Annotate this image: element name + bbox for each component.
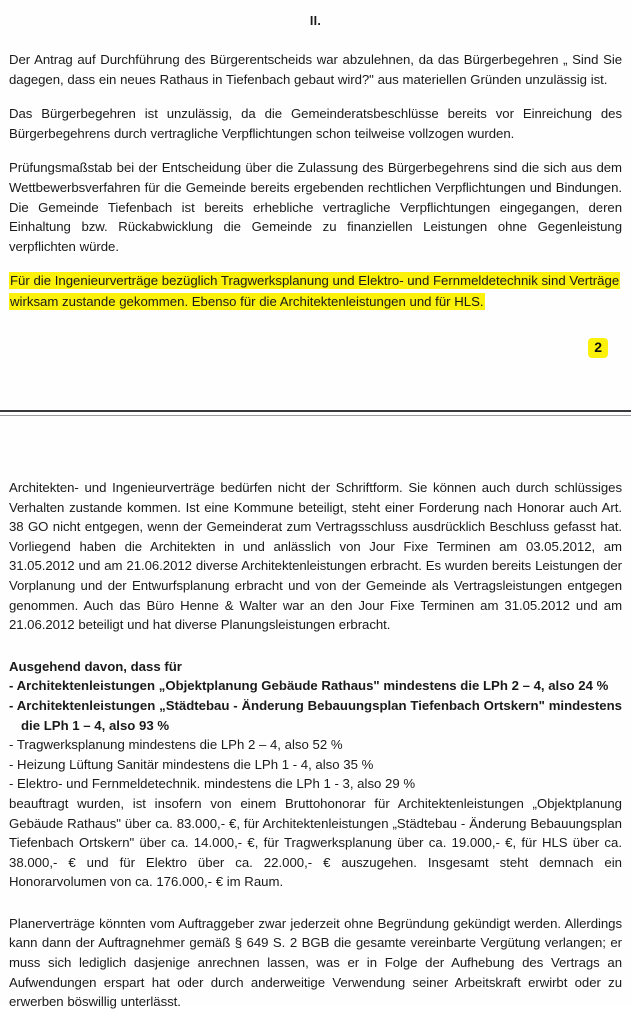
list-item: - Architektenleistungen „Objektplanung Gebäude Rathaus" mindestens die LPh 2 – 4, also 24 % <box>9 678 609 694</box>
list-item: - Elektro- und Fernmeldetechnik. mindestens die LPh 1 - 3, also 29 % <box>9 776 416 792</box>
paragraph-buergerbegehren-unzulaessig: Das Bürgerbegehren ist unzulässig, da die Gemeinderatsbeschlüsse bereits vor Einreichung des Bürgerbegehrens durch vertragliche Verpflichtungen schon teilweise vollzogen wurden. <box>9 106 622 141</box>
spacer <box>9 635 622 657</box>
highlighted-paragraph-container <box>9 270 622 312</box>
page-number-badge: 2 <box>588 338 608 358</box>
list-item: - Tragwerksplanung mindestens die LPh 2 – 4, also 52 % <box>9 737 343 753</box>
paragraph-planervertraege-kuendigung: Planerverträge könnten vom Auftraggeber zwar jederzeit ohne Begründung gekündigt werden. Allerdings kann dann der Auftragnehmer gemäß § 649 S. 2 BGB die gesamte vereinbarte Vergütung verlangen; er muss sich lediglich dasjenige anrechnen lassen, was er in Folge der Aufhebung des Vertrags an Aufwendungen erspart hat oder durch anderweitige Verwendung seiner Arbeitskraft erwirbt oder zu erwerben böswillig unterlässt. <box>9 915 622 1010</box>
document-page-two <box>0 416 631 1010</box>
paragraph-bruttohonorar-continuation: beauftragt wurden, ist insofern von einem Bruttohonorar für Architektenleistungen „Objektplanung Gebäude Rathaus" über ca. 83.000,- €, für Architektenleistungen „Städtebau - Änderung Bebauungsplan Tiefenbach Ortskern" über ca. 14.000,- €, für Tragwerksplanung über ca. 19.000,- €, für HLS über ca. 38.000,- € und für Elektro über ca. 22.000,- € auszugehen. Insgesamt steht demnach ein Honorarvolumen von ca. 176.000,- € im Raum. <box>9 795 622 890</box>
leistungsphasen-list <box>9 676 622 794</box>
highlighted-text-ingenieurvertraege: Für die Ingenieurverträge bezüglich Tragwerksplanung und Elektro- und Fernmeldetechnik sind Verträge wirksam zustande gekommen. Ebenso für die Architektenleistungen und für HLS. <box>10 273 620 310</box>
page-section-heading: II. <box>309 14 322 28</box>
spacer <box>9 256 622 270</box>
paragraph-antrag-durchfuehrung: Der Antrag auf Durchführung des Bürgerentscheids war abzulehnen, da das Bürgerbegehren „ Sind Sie dagegen, dass ein neues Rathaus in Tiefenbach gebaut wird?" aus materiellen Gründen unzulässig ist. <box>9 52 622 87</box>
document-page-one <box>0 0 631 410</box>
spacer <box>9 892 622 914</box>
list-item: - Architektenleistungen „Städtebau - Änderung Bebauungsplan Tiefenbach Ortskern" mindestens die LPh 1 – 4, also 93 % <box>9 697 622 733</box>
spacer <box>9 28 622 50</box>
list-intro-ausgehend-davon: Ausgehend davon, dass für <box>9 658 182 674</box>
page-badge-row <box>9 338 622 358</box>
paragraph-pruefungsmassstab: Prüfungsmaßstab bei der Entscheidung über die Zulassung des Bürgerbegehrens sind die sich aus dem Wettbewerbsverfahren für die Gemeinde bereits ergebenden rechtlichen Verpflichtungen und Bindungen. Die Gemeinde Tiefenbach ist bereits erhebliche vertragliche Verpflichtungen eingegangen, deren Einhaltung bzw. Rückabwicklung die Gemeinde zu finanziellen Leistungen ohne Gegenleistung verpflichten würde. <box>9 160 622 254</box>
spacer <box>9 416 622 478</box>
list-item: - Heizung Lüftung Sanitär mindestens die LPh 1 - 4, also 35 % <box>9 756 374 772</box>
paragraph-architekten-ingenieurvertraege: Architekten- und Ingenieurverträge bedürfen nicht der Schriftform. Sie können auch durch schlüssiges Verhalten zustande kommen. Ist eine Kommune beteiligt, steht einer Forderung nach Honorar auch Art. 38 GO nicht entgegen, wenn der Gemeinderat zum Vertragsschluss ausdrücklich Beschluss gefasst hat. Vorliegend haben die Architekten in und anlässlich von Jour Fixe Terminen am 03.05.2012, am 31.05.2012 und am 21.06.2012 diverse Architektenleistungen erbracht. Es wurden bereits Leistungen der Vorplanung und der Entwurfsplanung erbracht und von der Gemeinde als Vertragsleistungen entgegen genommen. Auch das Büro Henne & Walter war an den Jour Fixe Terminen am 31.05.2012 und am 21.06.2012 beteiligt und hat diverse Planungsleistungen erbracht. <box>9 480 622 633</box>
